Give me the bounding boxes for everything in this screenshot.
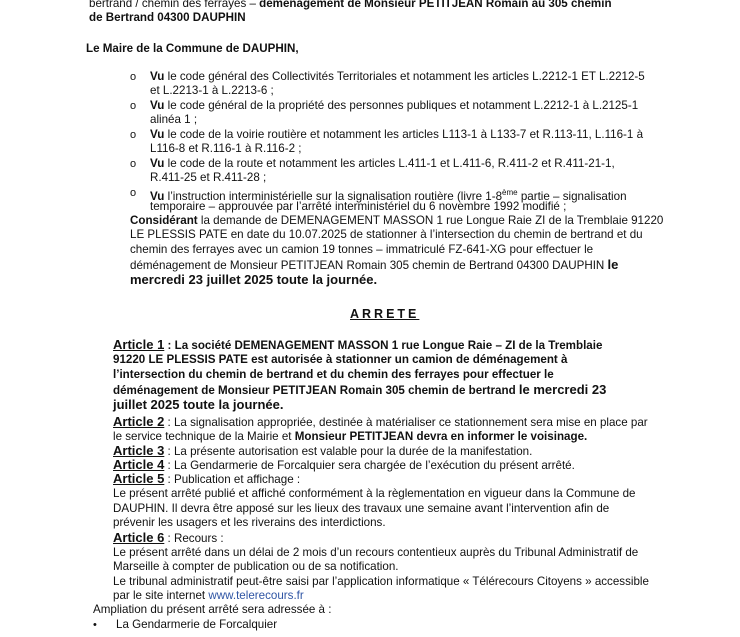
header-line-2: de Bertrand 04300 DAUPHIN: [89, 11, 246, 24]
bullet-icon: o: [130, 100, 137, 112]
bullet-icon: o: [130, 71, 137, 83]
disc-bullet-icon: •: [93, 619, 97, 631]
article-4: Article 4 : La Gendarmerie de Forcalquier sera chargée de l’exécution du présent arrêté.: [113, 457, 575, 472]
maire-heading: Le Maire de la Commune de DAUPHIN,: [86, 42, 299, 55]
telerecours-link[interactable]: www.telerecours.fr: [208, 589, 304, 602]
header-line-1: bertrand / chemin des ferrayes – déménagement de Monsieur PETITJEAN Romain au 305 chemin: [89, 0, 612, 10]
document-page: bertrand / chemin des ferrayes – déménagement de Monsieur PETITJEAN Romain au 305 chemin de Bertrand 04300 DAUPHIN Le Maire de la Commune de DAUPHIN, o Vu le code général des Collectivités Territoriales et notamment les articles L.2212-1 ET L.2212-5 et L.2213-1 à L.2213-6 ; o Vu le code général de la propriété des personnes publiques et notamment L.2212-1 à L.2125-1 alinéa 1 ; o Vu le code de la voirie routière et notamment les articles L113-1 à L133-7 et R.113-11, L.116-1 à L116-8 et R.116-1 à R.116-2 ; o Vu le code de la route et notamment les articles L.411-1 et L.411-6, R.411-2 et R.411-21-1, R.411-25 et R.411-28 ; o Vu l’instruction interministérielle sur la signalisation routière (livre 1-8ème partie – signalisation temporaire – approuvée par l’arrêté interministériel du 6 novembre 1992 modifié ; Considérant la demande de DEMENAGEMENT MASSON 1 rue Longue Raie ZI de la Tremblaie 91220 LE PLESSIS PATE en date du 10.07.2025 de stationner à l’intersection du chemin de bertrand et du chemin des ferrayes avec un camion 19 tonnes – immatriculé FZ-641-XG pour effectuer le déménagement de Monsieur PETITJEAN Romain 305 chemin de Bertrand 04300 DAUPHIN le mercredi 23 juillet 2025 toute la journée. ARRETE Article 1 : La société DEMENAGEMENT MASSON 1 rue Longue Raie – ZI de la Tremblaie 91220 LE PLESSIS PATE est autorisée à stationner un camion de déménagement à l’intersection du chemin de bertrand et du chemin des ferrayes pour effectuer le déménagement de Monsieur PETITJEAN Romain 305 chemin de bertrand le mercredi 23 juillet 2025 toute la journée. Article 2 : La signalisation appropriée, destinée à matérialiser ce stationnement sera mise en place par le service technique de la Mairie et Monsieur PETITJEAN devra en informer le voisinage. Article 3 : La présente autorisation est valable pour la durée de la manifestation. Article 4 : La Gendarmerie de Forcalquier sera chargée de l’exécution du présent arrêté. Article 5 : Publication et affichage : Le présent arrêté publié et affiché conformément à la règlementation en vigueur dans la Commune de DAUPHIN. Il devra être apposé sur les lieux des travaux une semaine avant l’intervention afin de prévenir les usagers et les riverains des interdictions. Article 6 : Recours : Le présent arrêté dans un délai de 2 mois d’un recours contentieux auprès du Tribunal Administratif de Marseille à compter de publication ou de sa notification. Le tribunal administratif peut-être saisi par l’application informatique « Télérecours Citoyens » accessible par le site internet www.telerecours.fr Ampliation du présent arrêté sera adressée à : • La Gendarmerie de Forcalquier: [0, 0, 740, 637]
arrete-title: ARRETE: [350, 307, 420, 321]
bullet-icon: o: [130, 129, 137, 141]
bullet-icon: o: [130, 187, 137, 199]
article-3: Article 3 : La présente autorisation est valable pour la durée de la manifestation.: [113, 443, 533, 458]
bullet-icon: o: [130, 158, 137, 170]
